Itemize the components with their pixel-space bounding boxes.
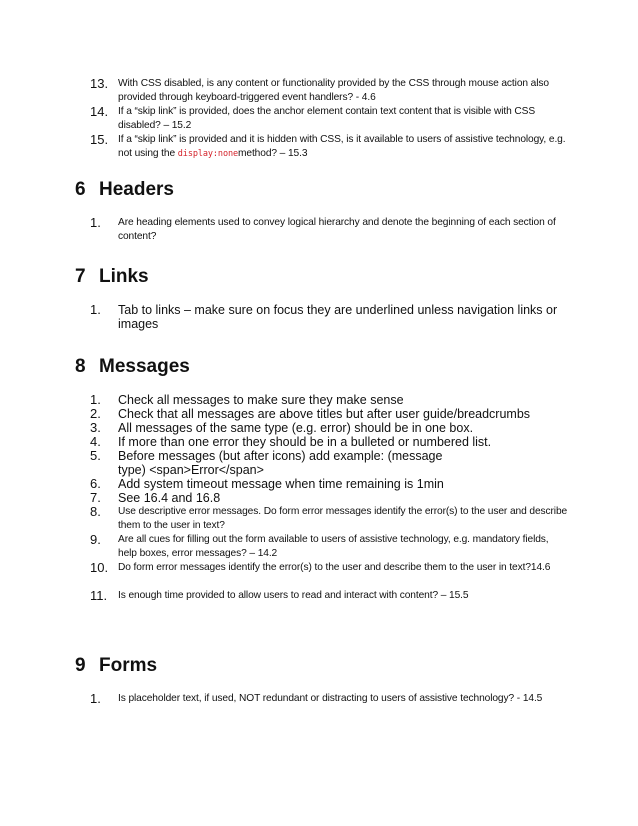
list-item (90, 303, 570, 331)
section-heading-links (75, 266, 149, 288)
forms-list (90, 692, 570, 720)
list-item (90, 216, 570, 244)
messages-list (90, 393, 570, 603)
headers-list (90, 216, 570, 244)
item-number: 14. (90, 104, 109, 119)
list-item (90, 449, 468, 477)
list-item (90, 77, 570, 105)
item-number: 8. (90, 504, 101, 519)
item-text: With CSS disabled, is any content or functionality provided by the CSS through mouse action also provided through keyboard-triggered event handlers? - 4.6 (118, 78, 549, 103)
list-item (90, 407, 570, 421)
inline-code: display:none (177, 149, 238, 159)
item-number: 6. (90, 476, 101, 491)
list-item (90, 133, 570, 161)
section-title: Forms (99, 655, 158, 676)
item-text-before: If a “skip link” is provided and it is hidden with CSS, is it available to users of assistive technology, e.g. not using the (118, 134, 566, 159)
section-number: 6 (75, 179, 86, 200)
section-heading-messages (75, 356, 190, 378)
item-text: All messages of the same type (e.g. error) should be in one box. (118, 421, 474, 435)
list-item (90, 393, 570, 407)
item-text: Are all cues for filling out the form available to users of assistive technology, e.g. mandatory fields, help boxes, error messages? – 14.2 (118, 534, 549, 559)
list-item (90, 105, 570, 133)
list-item (90, 421, 570, 435)
links-list (90, 303, 570, 331)
section-number: 8 (75, 356, 86, 377)
section-heading-headers (75, 179, 174, 201)
item-text: Use descriptive error messages. Do form error messages identify the error(s) to the user and describe them to the user in text? (118, 506, 568, 531)
item-text: Check all messages to make sure they make sense (118, 393, 404, 407)
item-number: 2. (90, 406, 101, 421)
item-text: Is enough time provided to allow users to read and interact with content? – 15.5 (118, 590, 469, 601)
section-title: Messages (99, 356, 190, 377)
section-number: 7 (75, 266, 86, 287)
list-item (90, 505, 570, 533)
item-text: If a “skip link” is provided, does the anchor element contain text content that is visible with CSS disabled? – 15.2 (118, 106, 536, 131)
item-number: 3. (90, 420, 101, 435)
item-number: 1. (90, 392, 101, 407)
item-text: If more than one error they should be in a bulleted or numbered list. (118, 435, 492, 449)
section-number: 9 (75, 655, 86, 676)
item-text: Before messages (but after icons) add example: (message type) <span>Error</span> (118, 449, 443, 477)
section-title: Headers (99, 179, 174, 200)
item-number: 13. (90, 76, 109, 91)
item-number: 9. (90, 532, 101, 547)
list-item (90, 477, 570, 491)
list-item (90, 692, 570, 720)
item-text: Tab to links – make sure on focus they are underlined unless navigation links or images (118, 303, 558, 331)
item-text: Is placeholder text, if used, NOT redundant or distracting to users of assistive technology? - 14.5 (118, 693, 543, 704)
list-item (90, 561, 570, 589)
item-text: Add system timeout message when time remaining is 1min (118, 477, 444, 491)
item-number: 1. (90, 302, 101, 317)
item-number: 5. (90, 448, 101, 463)
section-heading-forms (75, 655, 157, 677)
item-number: 7. (90, 490, 101, 505)
item-number: 10. (90, 560, 109, 575)
item-number: 1. (90, 215, 101, 230)
item-text: See 16.4 and 16.8 (118, 491, 221, 505)
item-text: Check that all messages are above titles but after user guide/breadcrumbs (118, 407, 531, 421)
list-item (90, 533, 570, 561)
item-text-after: method? – 15.3 (238, 148, 308, 159)
item-text (118, 133, 570, 161)
item-number: 15. (90, 132, 109, 147)
item-text: Do form error messages identify the error(s) to the user and describe them to the user in text?14.6 (118, 562, 551, 573)
section-title: Links (99, 266, 149, 287)
item-number: 1. (90, 691, 101, 706)
item-text: Are heading elements used to convey logical hierarchy and denote the beginning of each section of content? (118, 217, 556, 242)
list-item (90, 491, 570, 505)
list-item (90, 435, 570, 449)
accessibility-checklist-continued (90, 77, 570, 161)
item-number: 11. (90, 588, 108, 603)
item-number: 4. (90, 434, 101, 449)
list-item (90, 589, 570, 603)
